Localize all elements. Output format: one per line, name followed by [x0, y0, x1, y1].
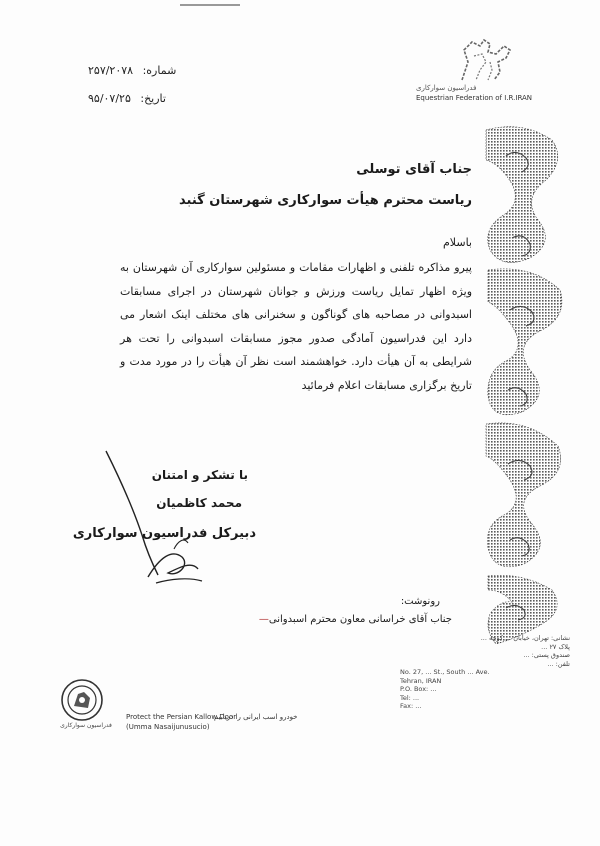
cc-dash: —: [258, 614, 269, 625]
recipient-organization: ریاست محترم هیأت سوارکاری شهرستان گنبد: [179, 193, 472, 208]
recipient-name: جناب آقای توسلی: [356, 162, 472, 177]
contact-line: No. 27, ... St., South ... Ave.: [400, 668, 490, 676]
greeting: باسلام: [442, 236, 472, 249]
cc-recipient-text: جناب آقای خراسانی معاون محترم اسبدوانی: [268, 614, 452, 625]
horse-logo-icon: [454, 36, 516, 84]
contact-line: P.O. Box: ...: [400, 685, 437, 693]
letter-number-value: ۲۵۷/۲۰۷۸: [88, 64, 134, 77]
seal-caption: فدراسیون سوارکاری: [60, 722, 112, 729]
org-name-fa: فدراسیون سوارکاری: [416, 84, 477, 92]
scan-artifact: [180, 0, 240, 6]
signatory-name: محمد کاظمیان: [156, 496, 242, 510]
letter-date: [88, 92, 166, 105]
contact-line: تلفن: ...: [547, 659, 570, 668]
contact-line: Tehran, IRAN: [400, 676, 442, 685]
letter-body: پیرو مذاکره تلفنی و اظهارات مقامات و مسئولین سوارکاری آن شهرستان به ویژه اظهار تمایل ریاست ورزش و جوانان شهرستان در اجرای مسابقات اسبدوانی در مصاحبه های گوناگون و سخنرانی های مختلف اینک اشعار می دارد این فدراسیون آمادگی صدور مجوز مسابقات اسبدوانی را تحت هر شرایطی به آن هیأت دارد. خواهشمند است نظر آن هیأت را در مورد مدت و تاریخ برگزاری مسابقات اعلام فرمائید: [120, 261, 472, 392]
org-name-en: Equestrian Federation of I.R.IRAN: [416, 94, 533, 102]
federation-seal-icon: [60, 678, 104, 722]
persian-horse-slogan: [126, 712, 298, 732]
contact-info: [400, 634, 570, 711]
slogan-en-2: (Umma Nasaijunusucio): [126, 723, 210, 731]
cc-recipient: [253, 614, 452, 625]
signature-closing: با تشکر و امتنان: [151, 468, 248, 482]
letter-number: [88, 64, 176, 77]
contact-line: Tel: ...: [400, 693, 420, 702]
contact-line: پلاک ۲۷ ...: [541, 642, 570, 651]
letter-date-value: ۹۵/۰۷/۲۵: [88, 92, 131, 105]
letter-number-label: شماره:: [142, 64, 177, 77]
contact-line: Fax: ...: [400, 702, 422, 710]
slogan-fa: خودرو اسب ایرانی را دریابیم: [214, 713, 298, 721]
slogan-en: Protect the Persian Kallow Door: [126, 713, 237, 721]
contact-line: نشانی: تهران، خیابان ... کوچه ...: [480, 634, 570, 642]
letter-date-label: تاریخ:: [140, 92, 166, 105]
signatory-title: دبیرکل فدراسیون سوارکاری: [72, 526, 256, 541]
contact-line: صندوق پستی: ...: [523, 651, 570, 659]
federation-logo: [408, 34, 558, 104]
cc-label: رونوشت:: [400, 596, 440, 607]
ornamental-border: [482, 120, 568, 648]
